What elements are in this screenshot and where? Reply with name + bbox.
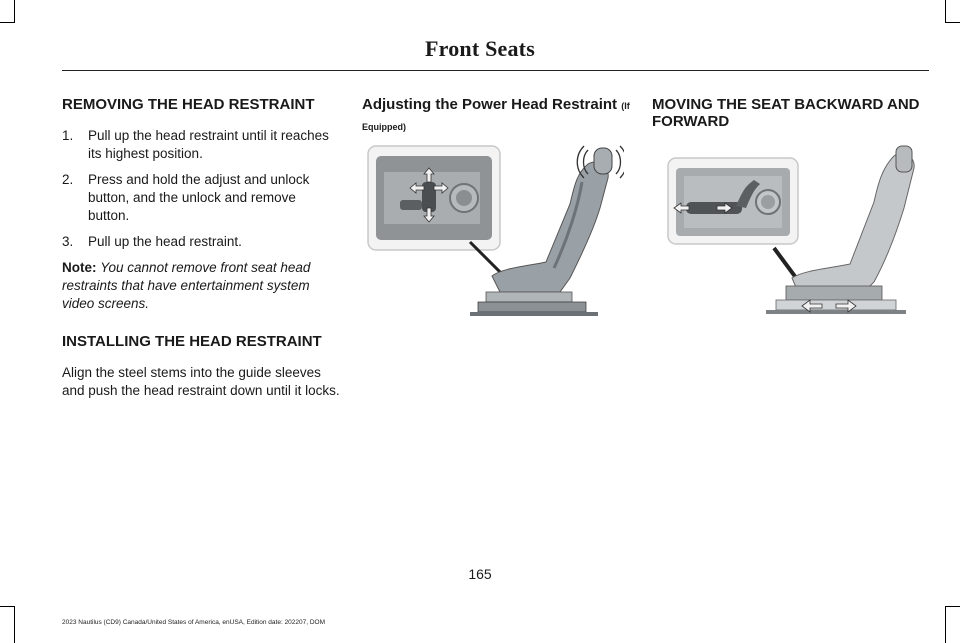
section-heading-moving-seat: MOVING THE SEAT BACKWARD AND FORWARD [652, 96, 920, 130]
column-left [62, 96, 340, 400]
page-number: 165 [468, 566, 492, 582]
installing-body: Align the steel stems into the guide sleeves and push the head restraint down until it locks. [62, 365, 340, 398]
list-item [62, 233, 340, 251]
column-right [652, 96, 932, 130]
crop-mark [0, 22, 15, 23]
section-heading-installing: INSTALLING THE HEAD RESTRAINT [62, 333, 322, 350]
step-number: 3. [62, 234, 74, 249]
list-item [62, 171, 340, 225]
crop-mark [945, 22, 960, 23]
column-middle [362, 96, 630, 136]
section-heading-power-head-restraint [362, 96, 630, 136]
crop-mark [14, 0, 15, 22]
note-label: Note: [62, 260, 97, 275]
step-number: 2. [62, 172, 74, 187]
heading-suffix-equipped: Equipped) [362, 122, 406, 132]
page-title: Front Seats [425, 36, 535, 61]
step-number: 1. [62, 128, 74, 143]
seat-fore-aft-illustration [666, 142, 926, 320]
step-text: Press and hold the adjust and unlock button, and the unlock and remove button. [88, 172, 310, 223]
note [62, 259, 340, 313]
step-text: Pull up the head restraint. [88, 234, 242, 249]
heading-text: Adjusting the Power Head Restraint [362, 96, 618, 113]
title-divider [62, 70, 929, 71]
steps-list [62, 127, 340, 251]
crop-mark [0, 606, 15, 607]
crop-mark [945, 606, 960, 607]
crop-mark [945, 606, 946, 643]
heading-suffix: (If [621, 101, 630, 111]
step-text: Pull up the head restraint until it reaches its highest position. [88, 128, 329, 161]
crop-mark [14, 606, 15, 643]
footer-edition: 2023 Nautilus (CD9) Canada/United States of America, enUSA, Edition date: 202207, DOM [62, 619, 326, 626]
crop-mark [945, 0, 946, 22]
note-text: You cannot remove front seat head restraints that have entertainment system video screens. [62, 260, 311, 311]
section-heading-removing: REMOVING THE HEAD RESTRAINT [62, 96, 315, 113]
seat-head-restraint-illustration [366, 142, 624, 318]
list-item [62, 127, 340, 163]
